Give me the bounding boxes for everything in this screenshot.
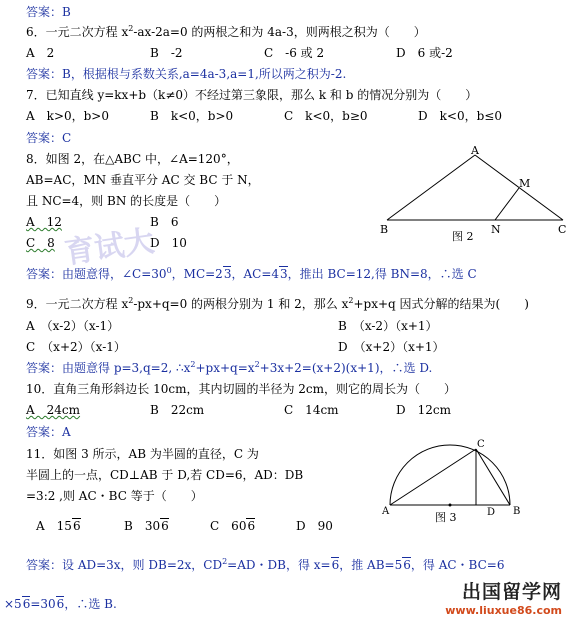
figure-3-semicircle	[375, 435, 525, 527]
q6-answer: 答案：B，根据根与系数关系,a=4a-3,a=1,所以两之积为-2.	[26, 67, 347, 81]
fig2-label-c: C	[558, 223, 567, 236]
q9-stem: 9．一元二次方程 $x^2-px+q=0$ 的两根分别为 1 和 2，那么 $x^2+px+q$ 因式分解的结果为( )	[26, 296, 529, 311]
q7-stem: 7．已知直线 y=kx+b（k≠0）不经过第三象限，那么 k 和 b 的情况分别为（ ）	[26, 88, 478, 102]
q7-option-c: C k<0，b≥0	[284, 109, 368, 123]
q7-answer: 答案：C	[26, 131, 72, 145]
q6-stem: 6．一元二次方程 $x^2-ax-2a=0$ 的两根之和为 4a-3，则两根之积为（ ）	[26, 24, 426, 39]
q8-answer: 答案：由题意得，$\angle C=30^0$，MC=23，AC=43，推出 BC=12,得 BN=8，∴选 C	[26, 266, 477, 281]
logo-url: www.liuxue86.com	[445, 604, 562, 617]
q6-option-b: B -2	[150, 46, 183, 60]
q7-option-a: A k>0，b>0	[26, 109, 109, 123]
fig3-label-c: C	[477, 439, 485, 450]
fig3-label-d: D	[487, 507, 496, 518]
q8-option-d: D 10	[150, 236, 187, 250]
q8-option-b: B 6	[150, 215, 179, 229]
fig2-label-a: A	[471, 145, 479, 157]
q10-option-d: D 12cm	[396, 403, 451, 417]
fig2-label-m: M	[519, 177, 531, 190]
fig2-caption: 图 2	[452, 230, 474, 243]
q11-answer-line1: 答案：设 AD=3x，则 DB=2x，$CD^2=AD$・DB，得 x=6，推 AB=56，得 AC・BC=6	[26, 557, 505, 572]
watermark: 育试大	[62, 223, 157, 272]
q10-option-c: C 14cm	[284, 403, 339, 417]
q11-option-a: A 156	[36, 519, 81, 533]
fig3-label-b: B	[513, 506, 521, 517]
fig2-label-b: B	[380, 223, 389, 236]
q6-option-a: A 2	[26, 46, 55, 60]
q10-answer: 答案：A	[26, 425, 71, 439]
q6-option-c: C -6 或 2	[264, 46, 325, 60]
q11-line1: 11．如图 3 所示，AB 为半圆的直径，C 为	[26, 447, 259, 461]
q8-option-c: C 8	[26, 236, 55, 250]
q8-line3: 且 NC=4，则 BN 的长度是（ ）	[26, 194, 227, 208]
q6-stem-b: -ax-2a=0 的两根之和为 4a-3，则两根之积为（ ）	[133, 25, 426, 39]
q11-answer-line2: ×56=306，∴选 B.	[4, 597, 117, 611]
q9-answer: 答案：由题意得 p=3,q=2, $\therefore x^2+px+q=x^2+3x+2=(x+2)(x+1)$，∴选 D.	[26, 360, 433, 375]
q6-stem-a: 6．一元二次方程 x	[26, 25, 129, 39]
q8-line1: 8．如图 2，在△ABC 中，∠A=120°，	[26, 152, 239, 166]
q7-option-d: D k<0，b≤0	[418, 109, 502, 123]
q8-option-a: A 12	[26, 215, 62, 229]
fig3-caption: 图 3	[435, 511, 457, 524]
q7-option-b: B k<0，b>0	[150, 109, 234, 123]
site-logo[interactable]	[445, 577, 562, 617]
q11-option-b: B 306	[124, 519, 169, 533]
figure-2-triangle	[380, 145, 568, 245]
q10-option-b: B 22cm	[150, 403, 205, 417]
q9-option-c: C （x+2）（x-1）	[26, 340, 126, 354]
q9-option-a: A （x-2）（x-1）	[26, 319, 120, 333]
q9-option-d: D （x+2）（x+1）	[338, 340, 445, 354]
q5-answer: 答案：B	[26, 5, 71, 19]
q8-line2: AB=AC，MN 垂直平分 AC 交 BC 于 N，	[26, 173, 260, 187]
q11-line2: 半圆上的一点，CD⊥AB 于 D,若 CD=6，AD：DB	[26, 468, 304, 482]
fig3-label-a: A	[382, 506, 390, 517]
q6-option-d: D 6 或-2	[396, 46, 453, 60]
q9-option-b: B （x-2）（x+1）	[338, 319, 438, 333]
q11-option-d: D 90	[296, 519, 333, 533]
q10-option-a: A 24cm	[26, 403, 81, 417]
q10-stem: 10．直角三角形斜边长 10cm，其内切圆的半径为 2cm，则它的周长为（ ）	[26, 382, 457, 396]
q11-option-c: C 606	[210, 519, 256, 533]
logo-name: 出国留学网	[461, 581, 562, 603]
q11-line3: =3:2 ,则 AC・BC 等于（ ）	[26, 489, 203, 503]
fig2-label-n: N	[491, 223, 501, 236]
